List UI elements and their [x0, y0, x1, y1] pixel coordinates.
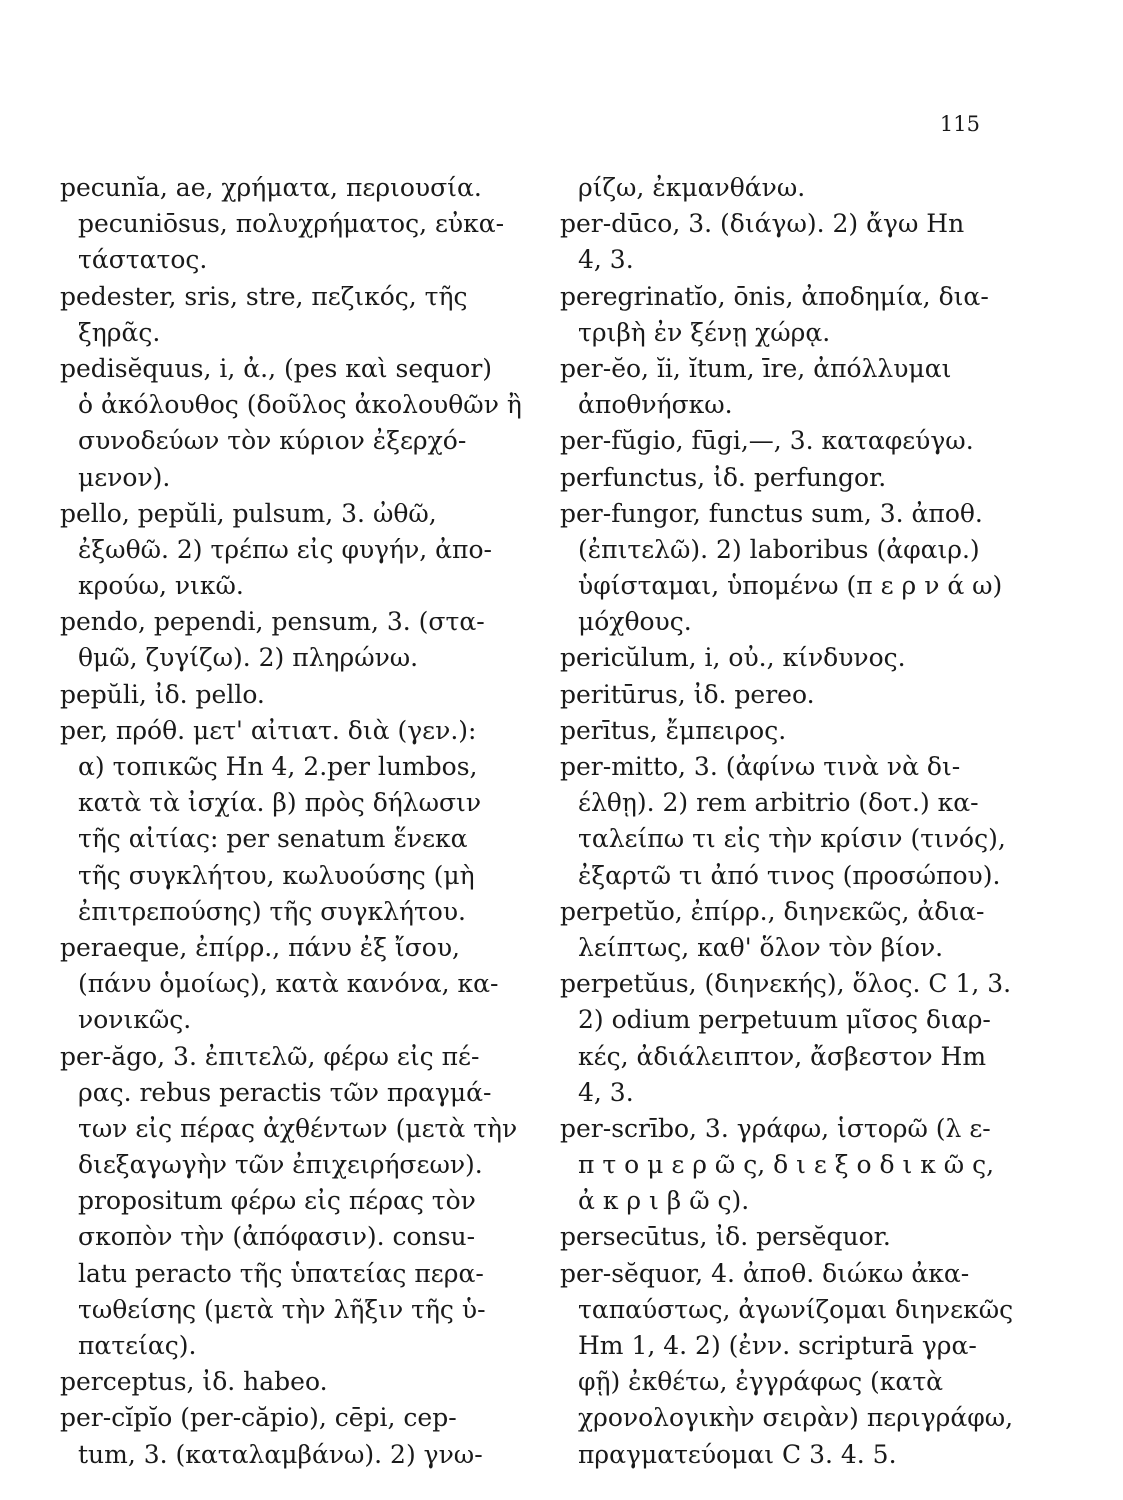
entry-line: των εἰς πέρας ἀχθέντων (μετὰ τὴν — [78, 1113, 518, 1143]
entry-line: πατείας). — [78, 1331, 197, 1360]
entry-line: νονικῶς. — [78, 1005, 192, 1035]
entry-line: tum, 3. (καταλαμβάνω). 2) γνω- — [78, 1439, 483, 1469]
entry-line: τάστατος. — [78, 245, 208, 275]
entry-line: (πάνυ ὁμοίως), κατὰ κανόνα, κα- — [78, 969, 499, 999]
entry-line: per-fŭgio, fūgi,—, 3. καταφεύγω. — [560, 426, 974, 456]
entry-line: propositum φέρω εἰς πέρας τὸν — [78, 1186, 476, 1216]
left-column — [60, 170, 530, 1473]
entry-line: pedester, sris, stre, πεζικός, τῆς — [60, 281, 468, 311]
entry-line: per-dūco, 3. (διάγω). 2) ἄγω Hn — [560, 209, 965, 239]
entry-line: 2) odium perpetuum μῖσος διαρ- — [578, 1005, 991, 1035]
entry-line: pericŭlum, i, οὐ., κίνδυνος. — [560, 643, 906, 673]
entry-line: pedisĕquus, i, ἀ., (pes καὶ sequor) — [60, 353, 493, 383]
entry-line: per-cĭpĭo (per-căpio), cēpi, cep- — [60, 1403, 457, 1433]
entry-line: α) τοπικῶς Hn 4, 2.per lumbos, — [78, 752, 478, 781]
entry-line: ἐπιτρεπούσης) τῆς συγκλήτου. — [78, 896, 466, 926]
entry-line: persecūtus, ἰδ. persĕquor. — [560, 1222, 891, 1252]
entry-line: per-ĕo, ĭi, ĭtum, īre, ἀπόλλυμαι — [560, 353, 952, 383]
entry-line: per, πρόθ. μετ' αἰτιατ. διὰ (γεν.): — [60, 715, 477, 745]
entry-line: π τ ο μ ε ρ ῶ ς, δ ι ε ξ ο δ ι κ ῶ ς, — [578, 1150, 995, 1180]
entry-line: pepŭli, ἰδ. pello. — [60, 679, 265, 709]
entry-line: perpetŭus, (διηνεκής), ὅλος. C 1, 3. — [560, 969, 1012, 999]
entry-line: peregrinatĭo, ōnis, ἀποδημία, δια- — [560, 281, 989, 311]
entry-line: μόχθους. — [578, 607, 692, 637]
entry-line: ἐξαρτῶ τι ἀπό τινος (προσώπου). — [578, 860, 1001, 890]
entry-line: peraeque, ἐπίρρ., πάνυ ἐξ ἴσου, — [60, 932, 460, 962]
entry-line: Hm 1, 4. 2) (ἐνν. scripturā γρα- — [578, 1331, 977, 1360]
entry-line: peritūrus, ἰδ. pereo. — [560, 679, 815, 709]
entry-line: 4, 3. — [578, 1077, 634, 1107]
entry-line: τριβὴ ἐν ξένῃ χώρᾳ. — [578, 317, 831, 347]
entry-line: pecunĭa, ae, χρήματα, περιουσία. — [60, 173, 482, 202]
entry-line: perceptus, ἰδ. habeo. — [60, 1367, 328, 1397]
entry-line: ὑφίσταμαι, ὑπομένω (π ε ρ ν ά ω) — [578, 571, 1003, 601]
entry-line: per-mitto, 3. (ἀφίνω τινὰ νὰ δι- — [560, 752, 961, 781]
entry-line: per-fungor, functus sum, 3. ἀποθ. — [560, 498, 983, 528]
entry-line: έλθῃ). 2) rem arbitrio (δοτ.) κα- — [578, 788, 979, 818]
entry-line: ρίζω, ἐκμανθάνω. — [578, 173, 806, 202]
entry-line: perītus, ἔμπειρος. — [560, 715, 787, 745]
entry-line: θμῶ, ζυγίζω). 2) πληρώνω. — [78, 643, 419, 673]
entry-line: pendo, pependi, pensum, 3. (στα- — [60, 607, 485, 637]
entry-line: perpetŭo, ἐπίρρ., διηνεκῶς, ἀδια- — [560, 896, 985, 926]
page-number: 115 — [939, 112, 980, 136]
entry-line: συνοδεύων τὸν κύριον ἐξερχό- — [78, 426, 467, 456]
entry-line: pecuniōsus, πολυχρήματος, εὐκα- — [78, 209, 505, 239]
entry-line: φῇ) ἐκθέτω, ἐγγράφως (κατὰ — [578, 1367, 944, 1397]
entry-line: χρονολογικὴν σειρὰν) περιγράφω, — [578, 1403, 1014, 1433]
entry-line: κατὰ τὰ ἰσχία. β) πρὸς δήλωσιν — [78, 788, 482, 818]
entry-line: σκοπὸν τὴν (ἀπόφασιν). consu- — [78, 1222, 476, 1252]
entry-line: μενον). — [78, 462, 171, 492]
entry-line: τῆς αἰτίας: per senatum ἕνεκα — [78, 824, 468, 854]
right-column — [560, 170, 1014, 1473]
entry-line: ρας. rebus peractis τῶν πραγμά- — [78, 1077, 492, 1107]
entry-line: perfunctus, ἰδ. perfungor. — [560, 462, 887, 492]
entry-line: ἀ κ ρ ι β ῶ ς). — [578, 1186, 750, 1216]
entry-line: πραγματεύομαι C 3. 4. 5. — [578, 1439, 897, 1469]
entry-line: 4, 3. — [578, 245, 634, 275]
entry-line: per-ăgo, 3. ἐπιτελῶ, φέρω εἰς πέ- — [60, 1041, 480, 1071]
entry-line: pello, pepŭli, pulsum, 3. ὠθῶ, — [60, 498, 437, 528]
entry-line: τωθείσης (μετὰ τὴν λῆξιν τῆς ὑ- — [78, 1294, 486, 1324]
entry-line: ταλείπω τι εἰς τὴν κρίσιν (τινός), — [578, 824, 1006, 854]
entry-line: ὁ ἀκόλουθος (δοῦλος ἀκολουθῶν ἢ — [78, 390, 522, 420]
entry-line: per-scrībo, 3. γράφω, ἱστορῶ (λ ε- — [560, 1113, 991, 1143]
entry-line: ταπαύστως, ἀγωνίζομαι διηνεκῶς — [578, 1294, 1014, 1324]
entry-line: ξηρᾶς. — [78, 317, 161, 347]
entry-line: (ἐπιτελῶ). 2) laboribus (ἀφαιρ.) — [578, 534, 980, 564]
entry-line: κές, ἀδιάλειπτον, ἄσβεστον Hm — [578, 1041, 987, 1071]
entry-line: ἀποθνήσκω. — [578, 390, 733, 420]
entry-line: κρούω, νικῶ. — [78, 571, 244, 601]
entry-line: λείπτως, καθ' ὅλον τὸν βίον. — [578, 932, 944, 962]
entry-line: latu peracto τῆς ὑπατείας περα- — [78, 1258, 484, 1288]
entry-line: per-sĕquor, 4. ἀποθ. διώκω ἀκα- — [560, 1258, 970, 1288]
entry-line: τῆς συγκλήτου, κωλυούσης (μὴ — [78, 860, 475, 890]
entry-line: διεξαγωγὴν τῶν ἐπιχειρήσεων). — [78, 1150, 483, 1180]
entry-line: ἐξωθῶ. 2) τρέπω εἰς φυγήν, ἀπο- — [78, 534, 492, 564]
